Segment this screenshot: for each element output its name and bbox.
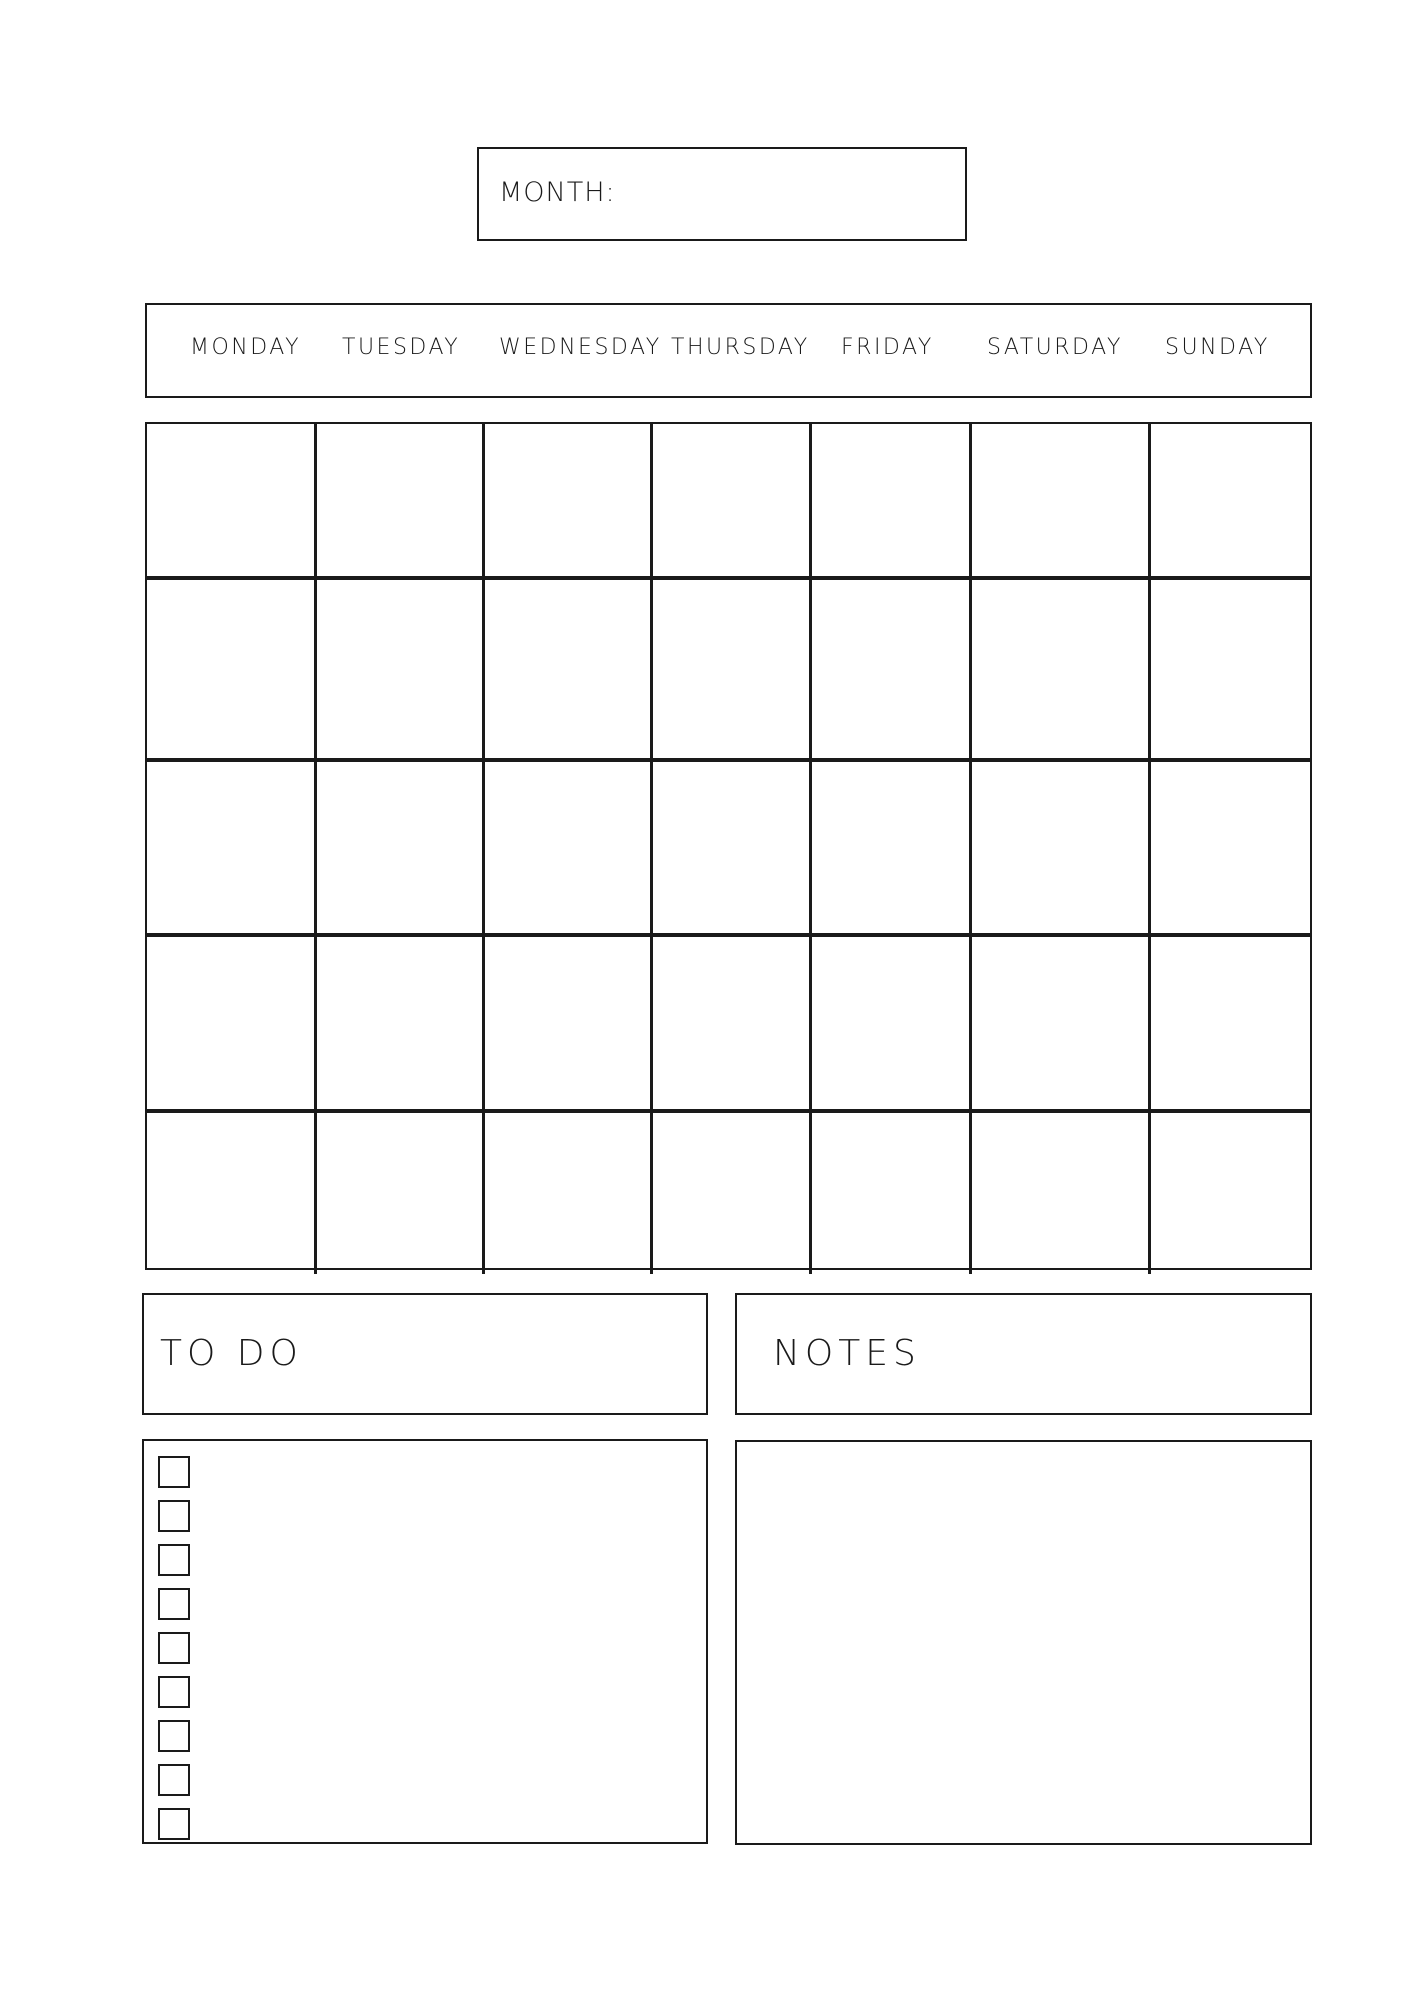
weekday-saturday: SATURDAY (987, 335, 1123, 360)
todo-checkbox[interactable] (158, 1720, 190, 1752)
todo-checkbox[interactable] (158, 1632, 190, 1664)
grid-column-divider (809, 422, 812, 1274)
weekday-wednesday: WEDNESDAY (499, 335, 662, 360)
weekday-thursday: THURSDAY (671, 335, 810, 360)
notes-area[interactable] (735, 1440, 1312, 1845)
grid-row-divider (145, 933, 1312, 937)
todo-header (142, 1293, 708, 1415)
weekday-monday: MONDAY (190, 335, 302, 360)
grid-row-divider (145, 576, 1312, 580)
weekday-tuesday: TUESDAY (342, 335, 461, 360)
todo-checkbox[interactable] (158, 1500, 190, 1532)
grid-column-divider (314, 422, 317, 1274)
weekday-header (145, 303, 1312, 398)
todo-checkbox[interactable] (158, 1588, 190, 1620)
todo-checkbox[interactable] (158, 1764, 190, 1796)
todo-checkbox[interactable] (158, 1676, 190, 1708)
grid-row-divider (145, 1109, 1312, 1113)
notes-title: NOTES (773, 1333, 921, 1374)
month-field[interactable] (477, 147, 967, 241)
todo-checkbox[interactable] (158, 1456, 190, 1488)
calendar-grid (145, 422, 1312, 1270)
grid-row-divider (145, 758, 1312, 762)
grid-column-divider (969, 422, 972, 1274)
weekday-sunday: SUNDAY (1165, 335, 1270, 360)
grid-column-divider (1148, 422, 1151, 1274)
todo-checkbox[interactable] (158, 1544, 190, 1576)
todo-checkbox[interactable] (158, 1808, 190, 1840)
todo-list (142, 1439, 708, 1844)
todo-title: TO DO (160, 1333, 303, 1374)
weekday-friday: FRIDAY (841, 335, 934, 360)
grid-column-divider (482, 422, 485, 1274)
month-label: MONTH: (499, 177, 616, 208)
grid-column-divider (650, 422, 653, 1274)
notes-header (735, 1293, 1312, 1415)
